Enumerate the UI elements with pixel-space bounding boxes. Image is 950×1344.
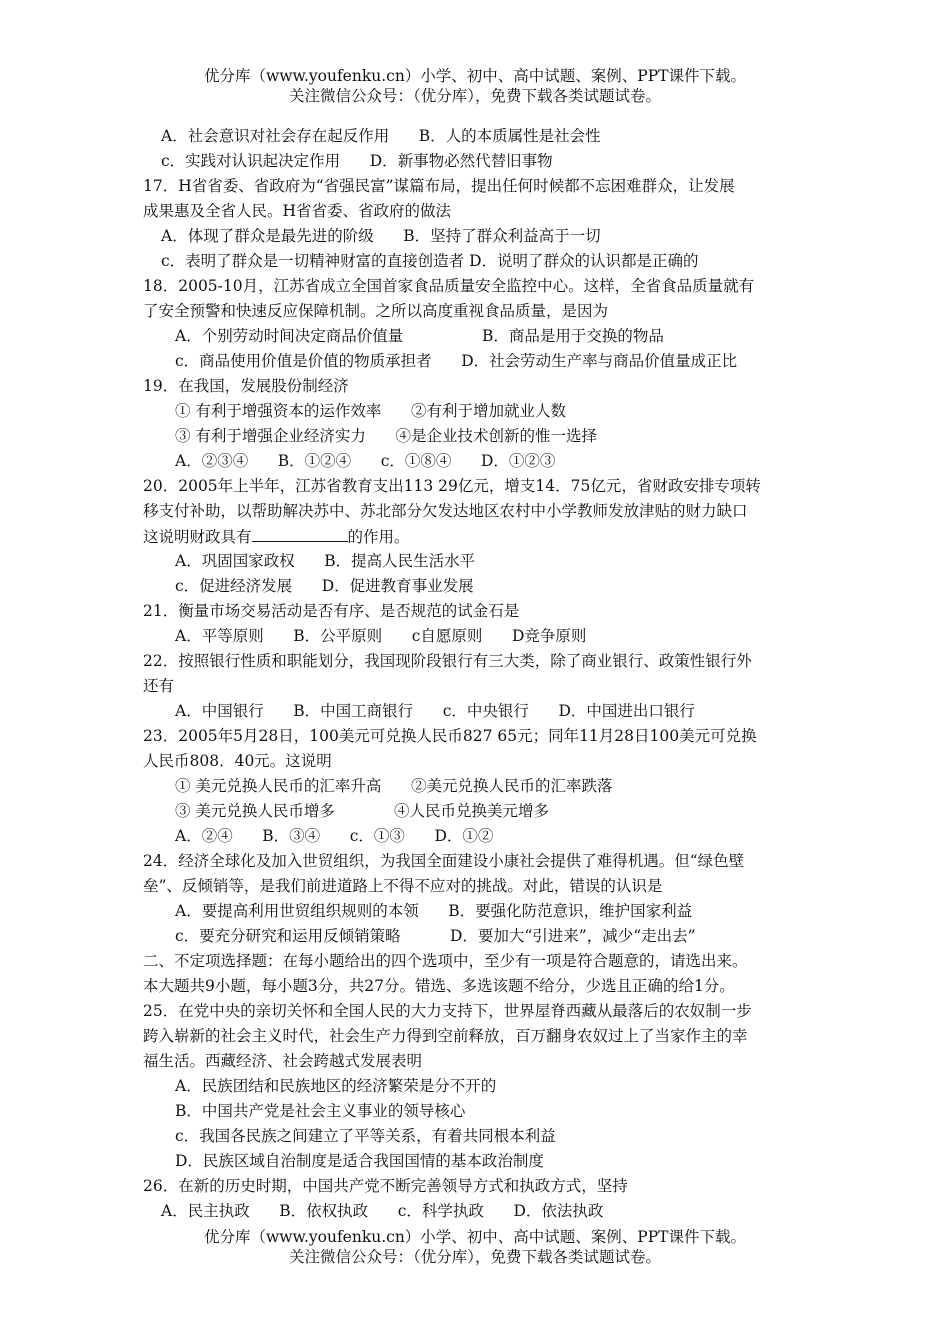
q25-option-c: c．我国各民族之间建立了平等关系，有着共同根本利益: [175, 1127, 556, 1145]
q20-stem-1: 20．2005年上半年，江苏省教育支出113 29亿元，增支14．75亿元，省财政安排专项转: [143, 477, 761, 495]
q24-stem-1: 24．经济全球化及加入世贸组织，为我国全面建设小康社会提供了难得机遇。但“绿色壁: [143, 852, 745, 870]
q17-stem-1: 17．H省省委、省政府为“省强民富”谋篇布局，提出任何时候都不忘困难群众，让发展: [143, 177, 735, 195]
q21-stem: 21．衡量市场交易活动是否有序、是否规范的试金石是: [143, 602, 520, 620]
q23-stem-2: 人民币808．40元。这说明: [143, 752, 332, 770]
q18-stem-2: 了安全预警和快速反应保障机制。之所以高度重视食品质量，是因为: [143, 302, 609, 320]
q16-options-cd: c．实践对认识起决定作用 D．新事物必然代替旧事物: [161, 152, 553, 170]
q20-stem-2: 移支付补助，以帮助解决苏中、苏北部分欠发达地区农村中小学教师发放津贴的财力缺口: [143, 502, 748, 520]
q23-stem-1: 23．2005年5月28日，100美元可兑换人民币827 65元；同年11月28日100美元可兑换: [143, 727, 757, 745]
q20-options-cd: c．促进经济发展 D．促进教育事业发展: [175, 577, 474, 595]
q25-option-b: B．中国共产党是社会主义事业的领导核心: [175, 1102, 466, 1120]
q23-items-34: ③ 美元兑换人民币增多 ④人民币兑换美元增多: [175, 802, 550, 820]
q20-stem-3-a: 这说明财政具有: [143, 528, 252, 546]
q23-options: A．②④ B．③④ c．①③ D．①②: [175, 827, 494, 845]
q19-items-34: ③ 有利于增强企业经济实力 ④是企业技术创新的惟一选择: [175, 427, 597, 445]
q22-stem-2: 还有: [143, 677, 175, 695]
q16-options-ab: A．社会意识对社会存在起反作用 B．人的本质属性是社会性: [161, 127, 601, 145]
q25-stem-1: 25．在党中央的亲切关怀和全国人民的大力支持下，世界屋脊西藏从最落后的农奴制一步: [143, 1002, 752, 1020]
q17-stem-2: 成果惠及全省人民。H省省委、省政府的做法: [143, 202, 452, 220]
header-line-1: 优分库（www.youfenku.cn）小学、初中、高中试题、案例、PPT课件下载。: [203, 67, 747, 85]
q20-stem-3: [143, 525, 410, 548]
q18-stem-1: 18．2005-10月，江苏省成立全国首家食品质量安全监控中心。这样，全省食品质量就有: [143, 277, 755, 295]
q20-stem-3-b: 的作用。: [347, 528, 410, 546]
q19-items-12: ① 有利于增强资本的运作效率 ②有利于增加就业人数: [175, 402, 566, 420]
q23-items-12: ① 美元兑换人民币的汇率升高 ②美元兑换人民币的汇率跌落: [175, 777, 613, 795]
footer-line-1: 优分库（www.youfenku.cn）小学、初中、高中试题、案例、PPT课件下载。: [203, 1228, 747, 1246]
q24-options-ab: A．要提高利用世贸组织规则的本领 B．要强化防范意识，维护国家利益: [175, 902, 693, 920]
q17-options-ab: A．体现了群众是最先进的阶级 B．坚持了群众利益高于一切: [161, 227, 601, 245]
q25-option-d: D．民族区域自治制度是适合我国国情的基本政治制度: [175, 1152, 544, 1170]
q25-stem-2: 跨入崭新的社会主义时代，社会生产力得到空前释放，百万翻身农奴过上了当家作主的幸: [143, 1027, 748, 1045]
q19-options: A．②③④ B．①②④ c．①⑧④ D．①②③: [175, 452, 556, 470]
q22-stem-1: 22．按照银行性质和职能划分，我国现阶段银行有三大类，除了商业银行、政策性银行外: [143, 652, 752, 670]
q19-stem: 19．在我国，发展股份制经济: [143, 377, 349, 395]
q25-stem-3: 福生活。西藏经济、社会跨越式发展表明: [143, 1052, 423, 1070]
header-line-2: 关注微信公众号：（优分库），免费下载各类试题试卷。: [288, 87, 661, 105]
q21-options: A．平等原则 B．公平原则 c自愿原则 D竞争原则: [175, 627, 587, 645]
q26-stem: 26．在新的历史时期，中国共产党不断完善领导方式和执政方式，坚持: [143, 1177, 628, 1195]
page-footer: [0, 1227, 950, 1267]
fill-blank: [252, 525, 348, 542]
q25-option-a: A．民族团结和民族地区的经济繁荣是分不开的: [175, 1077, 497, 1095]
q18-options-ab: A．个别劳动时间决定商品价值量 B．商品是用于交换的物品: [175, 327, 664, 345]
page-header: [0, 66, 950, 106]
footer-line-2: 关注微信公众号：（优分库），免费下载各类试题试卷。: [288, 1248, 661, 1266]
q22-options: A．中国银行 B．中国工商银行 c．中央银行 D．中国进出口银行: [175, 702, 695, 720]
q26-options: A．民主执政 B．依权执政 c．科学执政 D．依法执政: [161, 1202, 604, 1220]
q20-options-ab: A．巩固国家政权 B．提高人民生活水平: [175, 552, 476, 570]
q24-stem-2: 垒”、反倾销等，是我们前进道路上不得不应对的挑战。对此，错误的认识是: [143, 877, 663, 895]
q24-options-cd: c．要充分研究和运用反倾销策略 D．要加大“引进来”，减少“走出去”: [175, 927, 696, 945]
q18-options-cd: c．商品使用价值是价值的物质承担者 D．社会劳动生产率与商品价值量成正比: [175, 352, 738, 370]
section-2-heading-2: 本大题共9小题，每小题3分，共27分。错选、多选该题不给分，少选且正确的给1分。: [143, 977, 735, 995]
q17-options-cd: c．表明了群众是一切精神财富的直接创造者 D．说明了群众的认识都是正确的: [161, 252, 699, 270]
section-2-heading-1: 二、不定项选择题：在每小题给出的四个选项中，至少有一项是符合题意的，请选出来。: [143, 952, 748, 970]
